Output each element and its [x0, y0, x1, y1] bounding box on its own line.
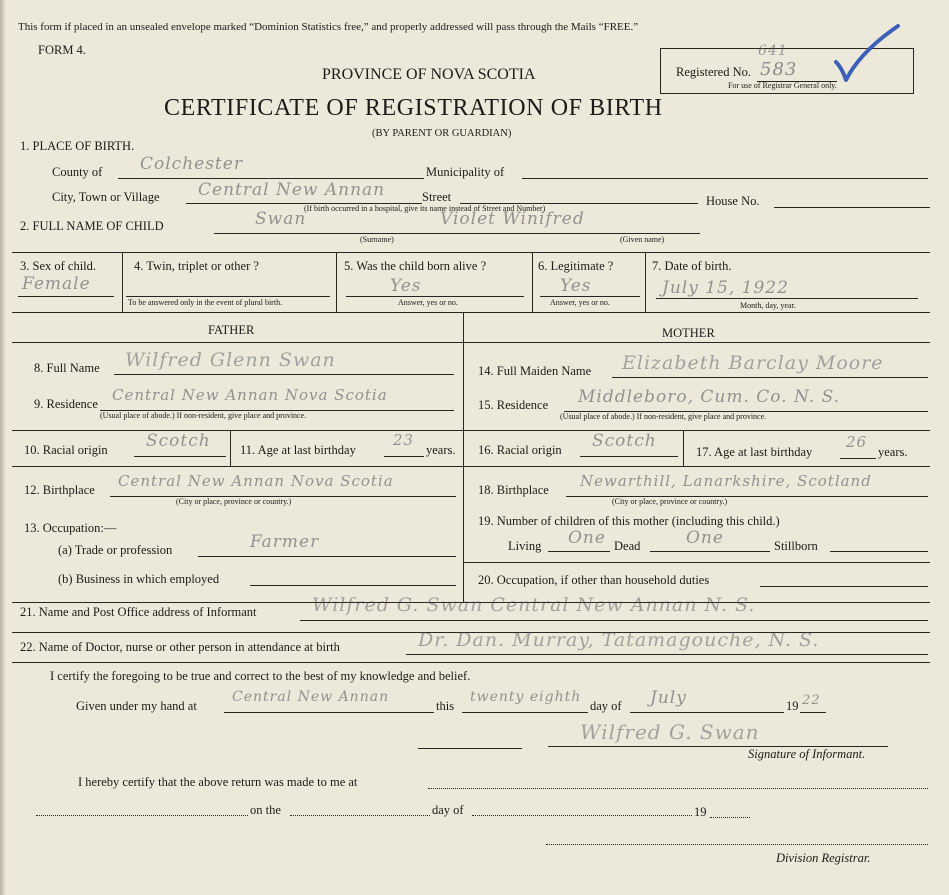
father-birthplace-value: Central New Annan Nova Scotia: [118, 472, 394, 490]
child-given-name-value: Violet Winifred: [440, 209, 585, 229]
page-edge-shadow: [0, 0, 6, 895]
father-years-label: years.: [426, 443, 456, 457]
county-value: Colchester: [140, 154, 243, 174]
child-surname-value: Swan: [255, 209, 307, 229]
mother-occupation-label: 20. Occupation, if other than household duties: [478, 573, 710, 587]
father-age-value: 23: [393, 431, 415, 449]
certificate-subtitle: (BY PARENT OR GUARDIAN): [372, 128, 512, 139]
mother-residence-label: 15. Residence: [478, 398, 549, 412]
date-of-birth-value: July 15, 1922: [662, 278, 789, 298]
year-prefix: 19: [786, 699, 799, 713]
living-value: One: [568, 528, 606, 548]
father-residence-note: (Usual place of abode.) If non-resident, give place and province.: [100, 411, 307, 420]
date-of-birth-note: Month, day, year.: [740, 301, 796, 310]
mother-birthplace-label: 18. Birthplace: [478, 483, 549, 497]
plural-birth-note: To be answered only in the event of plural birth.: [128, 298, 283, 307]
sex-value: Female: [22, 274, 91, 294]
registrar-statement: I hereby certify that the above return was made to me at: [78, 775, 358, 789]
signature-caption: Signature of Informant.: [748, 747, 866, 761]
registrar-general-note: For use of Registrar General only.: [728, 81, 837, 90]
registered-number: 583: [760, 59, 798, 80]
place-of-birth-heading: 1. PLACE OF BIRTH.: [20, 139, 135, 153]
father-residence-value: Central New Annan Nova Scotia: [112, 386, 388, 404]
division-registrar-caption: Division Registrar.: [776, 851, 871, 865]
father-name-value: Wilfred Glenn Swan: [125, 349, 336, 371]
year-value: 22: [802, 693, 821, 708]
surname-caption: (Surname): [360, 235, 394, 244]
province-heading: PROVINCE OF NOVA SCOTIA: [322, 66, 536, 83]
given-place-value: Central New Annan: [232, 689, 390, 705]
father-age-label: 11. Age at last birthday: [240, 443, 356, 457]
mother-age-label: 17. Age at last birthday: [696, 445, 813, 459]
month-value: July: [650, 688, 687, 708]
given-under-hand-label: Given under my hand at: [76, 699, 197, 713]
trade-label: (a) Trade or profession: [58, 543, 173, 557]
day-of-label: day of: [590, 699, 622, 713]
sex-label: 3. Sex of child.: [20, 259, 97, 273]
trade-value: Farmer: [250, 532, 320, 552]
registered-prior-number: 641: [758, 43, 788, 59]
father-residence-label: 9. Residence: [34, 397, 98, 411]
dead-label: Dead: [614, 539, 641, 553]
stillborn-label: Stillborn: [774, 539, 818, 553]
this-label: this: [436, 699, 455, 713]
certification-statement: I certify the foregoing to be true and correct to the best of my knowledge and belief.: [50, 669, 471, 683]
child-name-label: 2. FULL NAME OF CHILD: [20, 219, 164, 233]
registrar-day-of: day of: [432, 803, 464, 817]
day-value: twenty eighth: [470, 689, 582, 705]
date-of-birth-label: 7. Date of birth.: [652, 259, 732, 273]
born-alive-note: Answer, yes or no.: [398, 298, 458, 307]
father-racial-origin-label: 10. Racial origin: [24, 443, 108, 457]
father-heading: FATHER: [208, 323, 255, 337]
mother-racial-origin-value: Scotch: [592, 431, 657, 451]
street-label: Street: [422, 190, 452, 204]
doctor-label: 22. Name of Doctor, nurse or other person in attendance at birth: [20, 640, 340, 654]
registrar-on-the: on the: [250, 803, 281, 817]
municipality-label: Municipality of: [426, 165, 505, 179]
mother-age-value: 26: [846, 433, 868, 451]
mother-residence-note: (Usual place of abode.) If non-resident, give place and province.: [560, 412, 767, 421]
given-name-caption: (Given name): [620, 235, 665, 244]
mother-residence-value: Middleboro, Cum. Co. N. S.: [578, 387, 841, 407]
mother-birthplace-note: (City or place, province or country.): [612, 497, 728, 506]
living-label: Living: [508, 539, 542, 553]
father-name-label: 8. Full Name: [34, 361, 100, 375]
father-birthplace-note: (City or place, province or country.): [176, 497, 292, 506]
legitimate-label: 6. Legitimate ?: [538, 259, 614, 273]
registered-label: Registered No.: [676, 65, 751, 79]
dead-value: One: [686, 528, 724, 548]
city-label: City, Town or Village: [52, 190, 160, 204]
business-label: (b) Business in which employed: [58, 572, 220, 586]
certificate-title: CERTIFICATE OF REGISTRATION OF BIRTH: [164, 95, 663, 121]
father-birthplace-label: 12. Birthplace: [24, 483, 95, 497]
father-racial-origin-value: Scotch: [146, 431, 211, 451]
doctor-value: Dr. Dan. Murray, Tatamagouche, N. S.: [418, 629, 820, 651]
mother-racial-origin-label: 16. Racial origin: [478, 443, 562, 457]
children-count-label: 19. Number of children of this mother (including this child.): [478, 514, 780, 528]
informant-signature: Wilfred G. Swan: [580, 720, 760, 744]
informant-value: Wilfred G. Swan Central New Annan N. S.: [312, 594, 756, 616]
registrar-year-prefix: 19: [694, 805, 707, 819]
county-label: County of: [52, 165, 103, 179]
born-alive-label: 5. Was the child born alive ?: [344, 259, 487, 273]
form-number: FORM 4.: [38, 43, 86, 57]
mother-years-label: years.: [878, 445, 908, 459]
informant-label: 21. Name and Post Office address of Informant: [20, 605, 257, 619]
mail-notice: This form if placed in an unsealed envelope marked “Dominion Statistics free,” and properly addressed will pass through the Mails “FREE.”: [18, 21, 639, 33]
check-mark-icon: [832, 22, 902, 84]
mother-name-value: Elizabeth Barclay Moore: [622, 352, 884, 374]
street-note: (If birth occurred in a hospital, give its name instead of Street and Number): [304, 204, 546, 213]
mother-heading: MOTHER: [662, 326, 715, 340]
house-number-label: House No.: [706, 194, 760, 208]
city-value: Central New Annan: [198, 180, 386, 200]
plural-birth-label: 4. Twin, triplet or other ?: [134, 259, 259, 273]
legitimate-value: Yes: [560, 276, 592, 296]
mother-name-label: 14. Full Maiden Name: [478, 364, 592, 378]
mother-birthplace-value: Newarthill, Lanarkshire, Scotland: [580, 472, 872, 490]
father-occupation-label: 13. Occupation:—: [24, 521, 117, 535]
born-alive-value: Yes: [390, 276, 422, 296]
legitimate-note: Answer, yes or no.: [550, 298, 610, 307]
